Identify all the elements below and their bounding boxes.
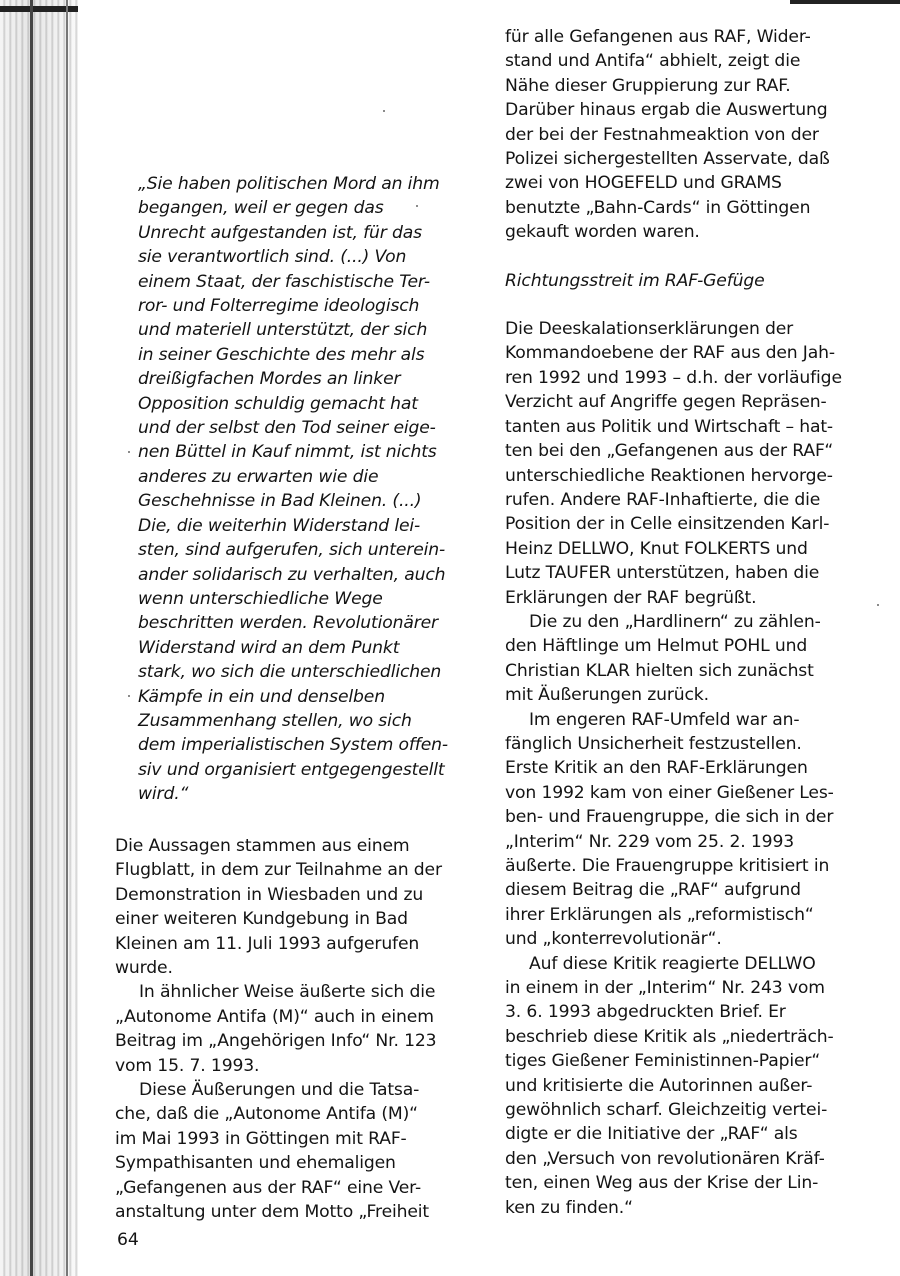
- text-line: Christian KLAR hielten sich zunächst: [505, 660, 814, 681]
- text-line: von 1992 kam von einer Gießener Les-: [505, 782, 834, 803]
- text-line: Darüber hinaus ergab die Auswertung: [505, 100, 828, 121]
- text-line: Lutz TAUFER unterstützen, haben die: [505, 563, 820, 584]
- text-line: Kommandoebene der RAF aus den Jah-: [505, 343, 835, 364]
- text-line: Flugblatt, in dem zur Teilnahme an der: [115, 860, 442, 881]
- text-line: gewöhnlich scharf. Gleichzeitig vertei-: [505, 1100, 828, 1121]
- text-line: Geschehnisse in Bad Kleinen. (...): [138, 491, 422, 512]
- text-line: stark, wo sich die unterschiedlichen: [138, 662, 442, 683]
- body-paragraph: [505, 952, 845, 1220]
- body-paragraph: [115, 1078, 470, 1224]
- body-paragraph: [505, 708, 845, 952]
- text-line: Demonstration in Wiesbaden und zu: [115, 884, 424, 905]
- text-line: einem Staat, der faschistische Ter-: [138, 271, 430, 292]
- text-line: im Mai 1993 in Göttingen mit RAF-: [115, 1128, 407, 1149]
- text-line: ben- und Frauengruppe, die sich in der: [505, 807, 834, 828]
- text-line: Die, die weiterhin Widerstand lei-: [138, 515, 421, 536]
- text-line: anderes zu erwarten wie die: [138, 466, 379, 487]
- text-line: rufen. Andere RAF-Inhaftierte, die die: [505, 489, 821, 510]
- text-line: tiges Gießener Feministinnen-Papier“: [505, 1051, 821, 1072]
- body-paragraph: [115, 980, 470, 1078]
- text-line: Nähe dieser Gruppierung zur RAF.: [505, 75, 791, 96]
- text-line: Verzicht auf Angriffe gegen Repräsen-: [505, 392, 827, 413]
- text-line: ten bei den „Gefangenen aus der RAF“: [505, 441, 834, 462]
- text-line: ihrer Erklärungen als „reformistisch“: [505, 904, 814, 925]
- right-column: [505, 25, 845, 1220]
- text-line: den „Versuch von revolutionären Kräf-: [505, 1148, 825, 1169]
- text-line: sten, sind aufgerufen, sich unterein-: [138, 540, 446, 561]
- quote-paragraph: [138, 172, 468, 807]
- text-line: mit Äußerungen zurück.: [505, 685, 709, 706]
- text-line: sie verantwortlich sind. (...) Von: [138, 247, 407, 268]
- text-line: für alle Gefangenen aus RAF, Wider-: [505, 27, 811, 47]
- text-line: wurde.: [115, 958, 173, 979]
- text-line: fänglich Unsicherheit festzustellen.: [505, 733, 802, 754]
- text-line: siv und organisiert entgegengestellt: [138, 759, 445, 780]
- text-line: „Interim“ Nr. 229 vom 25. 2. 1993: [505, 831, 795, 852]
- text-line: und kritisierte die Autorinnen außer-: [505, 1075, 813, 1096]
- binding-spine-line: [30, 0, 33, 1276]
- text-line: vom 15. 7. 1993.: [115, 1055, 260, 1076]
- text-line: Zusammenhang stellen, wo sich: [138, 710, 412, 731]
- text-line: Auf diese Kritik reagierte DELLWO: [529, 953, 816, 974]
- scan-speck: [877, 604, 879, 606]
- text-line: „Sie haben politischen Mord an ihm: [138, 174, 440, 194]
- text-line: nen Büttel in Kauf nimmt, ist nichts: [138, 442, 437, 463]
- text-line: in einem in der „Interim“ Nr. 243 vom: [505, 978, 825, 999]
- text-line: beschritten werden. Revolutionärer: [138, 613, 438, 634]
- text-line: Erste Kritik an den RAF-Erklärungen: [505, 758, 808, 779]
- scan-speck: [383, 110, 385, 112]
- body-paragraph: [505, 317, 845, 610]
- text-line: der bei der Festnahmeaktion von der: [505, 124, 819, 145]
- text-line: Kleinen am 11. Juli 1993 aufgerufen: [115, 933, 420, 954]
- text-line: anstaltung unter dem Motto „Freiheit: [115, 1202, 429, 1223]
- text-line: gekauft worden waren.: [505, 222, 700, 243]
- text-line: tanten aus Politik und Wirtschaft – hat-: [505, 416, 833, 437]
- text-line: und materiell unterstützt, der sich: [138, 320, 428, 341]
- text-line: Im engeren RAF-Umfeld war an-: [529, 709, 800, 730]
- text-line: che, daß die „Autonome Antifa (M)“: [115, 1104, 418, 1125]
- text-line: Diese Äußerungen und die Tatsa-: [139, 1080, 420, 1101]
- text-line: ren 1992 und 1993 – d.h. der vorläufige: [505, 367, 842, 388]
- text-line: zwei von HOGEFELD und GRAMS: [505, 173, 782, 194]
- text-line: Heinz DELLWO, Knut FOLKERTS und: [505, 538, 808, 559]
- text-line: einer weiteren Kundgebung in Bad: [115, 909, 408, 930]
- text-line: unterschiedliche Reaktionen hervorge-: [505, 465, 833, 486]
- binding-page-edge: [66, 0, 68, 1276]
- top-edge-mark: [790, 0, 900, 4]
- body-paragraph: [505, 25, 845, 245]
- scan-speck: [128, 695, 130, 697]
- text-line: diesem Beitrag die „RAF“ aufgrund: [505, 880, 801, 901]
- text-line: Die Aussagen stammen aus einem: [115, 836, 410, 856]
- text-line: 3. 6. 1993 abgedruckten Brief. Er: [505, 1002, 786, 1023]
- page-number: 64: [117, 1230, 139, 1250]
- text-line: in seiner Geschichte des mehr als: [138, 344, 425, 365]
- text-line: Opposition schuldig gemacht hat: [138, 393, 418, 414]
- text-line: dreißigfachen Mordes an linker: [138, 369, 401, 390]
- body-paragraph: [505, 610, 845, 708]
- scan-speck: [128, 451, 130, 453]
- text-line: äußerte. Die Frauengruppe kritisiert in: [505, 856, 830, 876]
- text-line: digte er die Initiative der „RAF“ als: [505, 1124, 798, 1145]
- text-line: wenn unterschiedliche Wege: [138, 588, 383, 609]
- text-line: In ähnlicher Weise äußerte sich die: [139, 982, 436, 1003]
- text-line: Unrecht aufgestanden ist, für das: [138, 222, 422, 243]
- book-binding-shadow: [0, 0, 78, 1276]
- text-line: „Gefangenen aus der RAF“ eine Ver-: [115, 1177, 422, 1198]
- text-line: Die Deeskalationserklärungen der: [505, 319, 794, 340]
- text-line: Die zu den „Hardlinern“ zu zählen-: [529, 611, 821, 632]
- text-line: Widerstand wird an dem Punkt: [138, 637, 400, 658]
- text-line: und der selbst den Tod seiner eige-: [138, 418, 436, 439]
- text-line: wird.“: [138, 784, 189, 805]
- text-line: und „konterrevolutionär“.: [505, 929, 722, 950]
- quote-block: [138, 172, 468, 807]
- text-line: „Autonome Antifa (M)“ auch in einem: [115, 1006, 434, 1027]
- text-line: dem imperialistischen System offen-: [138, 735, 448, 756]
- text-line: den Häftlinge um Helmut POHL und: [505, 636, 808, 657]
- body-paragraph: [115, 834, 470, 980]
- text-line: benutzte „Bahn-Cards“ in Göttingen: [505, 197, 811, 218]
- left-column: [115, 834, 470, 1225]
- text-line: ander solidarisch zu verhalten, auch: [138, 564, 446, 585]
- text-line: Kämpfe in ein und denselben: [138, 686, 385, 707]
- text-line: ror- und Folterregime ideologisch: [138, 296, 420, 317]
- text-line: Polizei sichergestellten Asservate, daß: [505, 149, 830, 170]
- section-heading: Richtungsstreit im RAF-Gefüge: [505, 270, 765, 291]
- text-line: begangen, weil er gegen das: [138, 198, 384, 219]
- text-line: ken zu finden.“: [505, 1197, 633, 1218]
- text-line: stand und Antifa“ abhielt, zeigt die: [505, 51, 801, 72]
- text-line: Position der in Celle einsitzenden Karl-: [505, 514, 830, 535]
- text-line: Erklärungen der RAF begrüßt.: [505, 587, 757, 608]
- text-line: Beitrag im „Angehörigen Info“ Nr. 123: [115, 1031, 437, 1052]
- text-line: ten, einen Weg aus der Krise der Lin-: [505, 1173, 819, 1194]
- text-line: beschrieb diese Kritik als „niederträch-: [505, 1026, 834, 1047]
- text-line: Sympathisanten und ehemaligen: [115, 1153, 396, 1174]
